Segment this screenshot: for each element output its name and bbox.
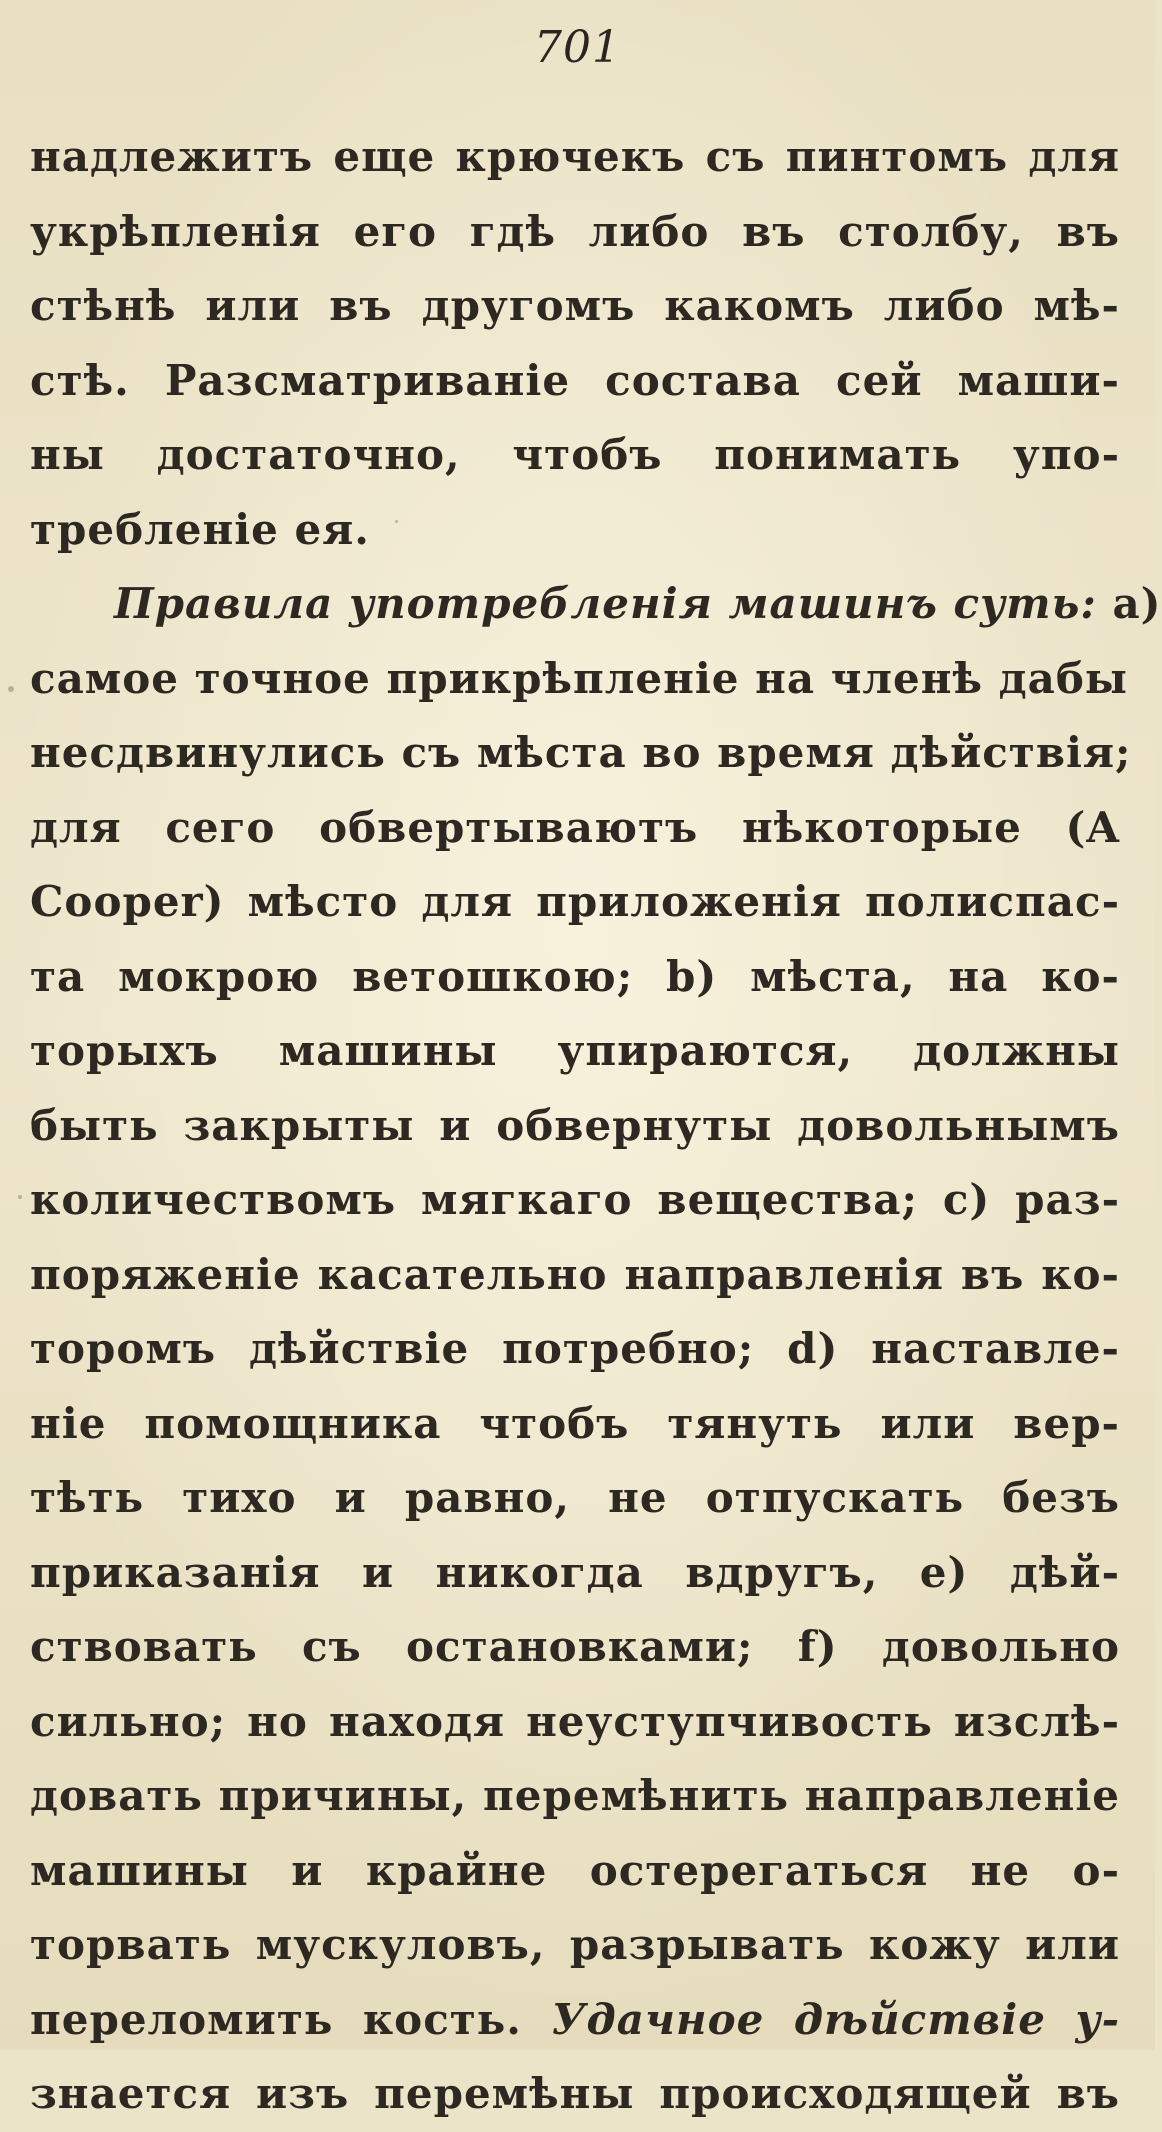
line-text: переломить кость. [30, 1994, 522, 2044]
text-line [30, 567, 1162, 642]
body-text [30, 120, 1162, 2132]
text-line: стѣнѣ или въ другомъ какомъ либо мѣ- [30, 281, 1120, 330]
text-line: поряженіе касательно направленія въ ко- [30, 1249, 1120, 1299]
text-line: стѣ. Разсматриваніе состава сей маши- [30, 355, 1120, 405]
text-line: требленіе ея. [30, 504, 370, 554]
paper-speck [395, 520, 398, 523]
text-line: ніе помощника чтобъ тянуть или вер- [30, 1398, 1120, 1448]
text-line: надлежитъ еще крючекъ съ пинтомъ для [30, 132, 1120, 181]
text-line: ствовать съ остановками; f) довольно [30, 1622, 1120, 1671]
text-line: количествомъ мягкаго вещества; c) раз- [30, 1175, 1120, 1224]
text-line: торомъ дѣйствіе потребно; d) наставле- [30, 1324, 1120, 1373]
text-line: ны достаточно, чтобъ понимать упо- [30, 430, 1120, 479]
paper-speck [8, 686, 14, 692]
text-line: машины и крайне остерегаться не о- [30, 1845, 1120, 1895]
line-text: а) [1096, 579, 1162, 628]
text-line: для сего обвертываютъ нѣкоторые (A [30, 802, 1120, 852]
text-line: торыхъ машины упираются, должны [30, 1026, 1120, 1075]
page-number: 701 [534, 22, 621, 73]
paper-speck [18, 1195, 22, 1199]
text-line: торвать мускуловъ, разрывать кожу или [30, 1920, 1120, 1969]
text-line: сильно; но находя неуступчивость изслѣ- [30, 1696, 1120, 1746]
text-line: тѣть тихо и равно, не отпускать безъ [30, 1473, 1120, 1522]
italic-phrase: Удачное дѣйствіе у- [521, 1994, 1120, 2044]
text-line: быть закрыты и обвернуты довольнымъ [30, 1100, 1120, 1150]
italic-heading: Правила употребленія машинъ суть: [114, 579, 1097, 628]
text-line: Cooper) мѣсто для приложенія полиспас- [30, 877, 1120, 926]
text-line: знается изъ перемѣны происходящей въ [30, 2069, 1120, 2118]
text-line: приказанія и никогда вдругъ, e) дѣй- [30, 1547, 1120, 1597]
text-line: укрѣпленія его гдѣ либо въ столбу, въ [30, 206, 1120, 256]
text-line: та мокрою ветошкою; b) мѣста, на ко- [30, 951, 1120, 1001]
text-line: самое точное прикрѣпленіе на членѣ дабы [30, 653, 1128, 703]
text-line [30, 1983, 1120, 2058]
text-line: довать причины, перемѣнить направленіе [30, 1771, 1120, 1820]
text-line: несдвинулись съ мѣста во время дѣйствія; [30, 728, 1132, 777]
